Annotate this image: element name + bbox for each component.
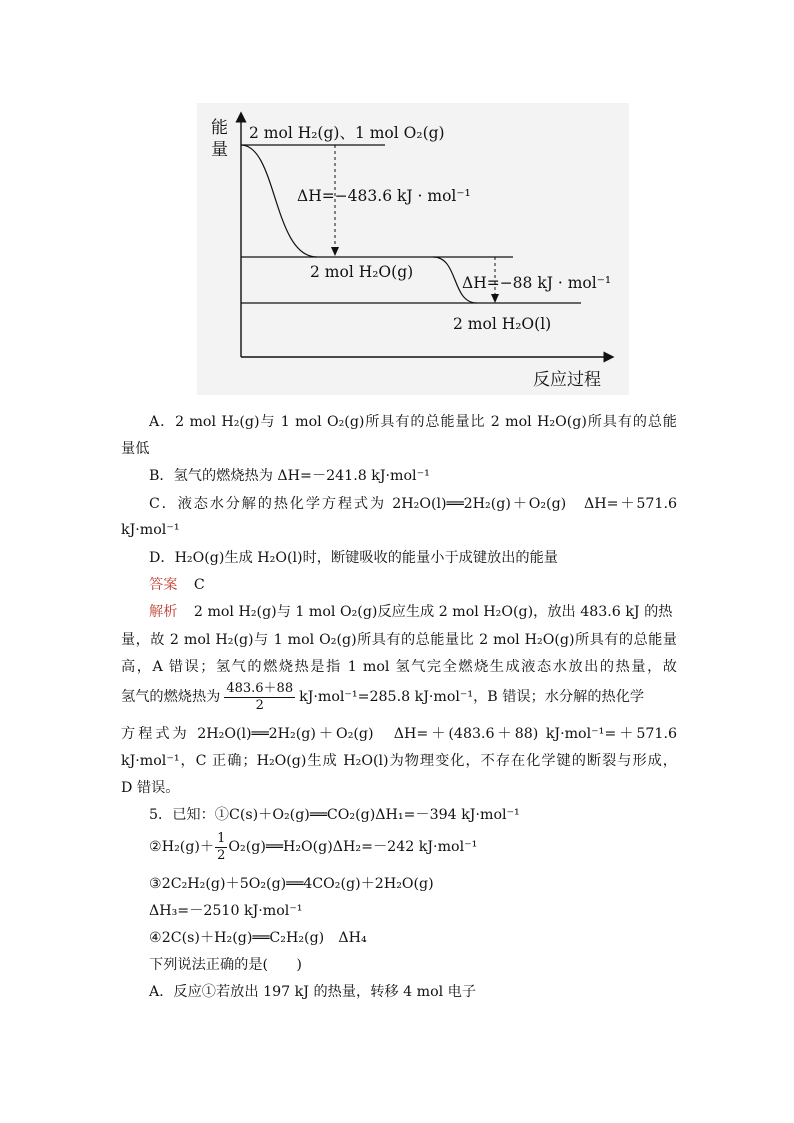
answer-row	[149, 575, 677, 595]
analysis-line5: 方程式为 2H₂O(l)══2H₂(g)＋O₂(g) ΔH=＋(483.6＋88) kJ·mol⁻¹=＋571.6	[121, 726, 677, 742]
dh2-label: ΔH=−88 kJ · mol⁻¹	[462, 274, 612, 292]
q5-line2: ②H₂(g)＋ $\frac{1}{2}$ O₂(g)══H₂O(g)ΔH₂=－242 kJ·mol⁻¹	[149, 830, 478, 863]
fraction-half: $\frac{1}{2}$	[217, 830, 226, 863]
option-a-line2: 量低	[121, 441, 150, 457]
answer-value: C	[193, 577, 205, 593]
energy-diagram-svg	[197, 103, 629, 395]
option-a-line1: A．2 mol H₂(g)与 1 mol O₂(g)所具有的总能量比 2 mol H₂O(g)所具有的总能	[149, 414, 677, 430]
option-b: B．氢气的燃烧热为 ΔH=－241.8 kJ·mol⁻¹	[149, 468, 430, 484]
q5-line1: 5．已知：①C(s)＋O₂(g)══CO₂(g)ΔH₁=－394 kJ·mol⁻¹	[149, 807, 520, 823]
analysis-line3: 高，A 错误；氢气的燃烧热是指 1 mol 氢气完全燃烧生成液态水放出的热量，故	[121, 659, 677, 675]
x-axis-label: 反应过程	[533, 370, 601, 390]
energy-diagram	[197, 103, 629, 395]
bottom-level-label: 2 mol H₂O(l)	[453, 315, 552, 333]
q5-line3: ③2C₂H₂(g)＋5O₂(g)══4CO₂(g)＋2H₂O(g)	[149, 876, 434, 892]
q5-line5: ④2C(s)＋H₂(g)══C₂H₂(g) ΔH₄	[149, 930, 367, 946]
q5-option-a: A．反应①若放出 197 kJ 的热量，转移 4 mol 电子	[149, 984, 477, 1000]
analysis-line7: D 错误。	[121, 780, 180, 796]
top-level-label: 2 mol H₂(g)、1 mol O₂(g)	[249, 124, 445, 142]
analysis-line1: 解析 2 mol H₂(g)与 1 mol O₂(g)反应生成 2 mol H₂O(g)，放出 483.6 kJ 的热	[149, 604, 673, 620]
y-axis-label: 能 量	[211, 118, 228, 160]
analysis-line4: 氢气的燃烧热为 $\frac{483.6+88}{2}$ kJ·mol⁻¹=285.8 kJ·mol⁻¹，B 错误；水分解的热化学	[121, 680, 645, 713]
mid-level-label: 2 mol H₂O(g)	[310, 263, 414, 281]
answer-label: 答案	[149, 577, 178, 593]
fraction: $\frac{483.6+88}{2}$	[226, 680, 294, 713]
q5-line4: ΔH₃=－2510 kJ·mol⁻¹	[149, 903, 303, 919]
analysis-line6: kJ·mol⁻¹，C 正确；H₂O(g)生成 H₂O(l)为物理变化，不存在化学键的断裂与形成，	[121, 753, 677, 769]
option-d: D．H₂O(g)生成 H₂O(l)时，断键吸收的能量小于成键放出的能量	[149, 550, 558, 566]
q5-line6: 下列说法正确的是( )	[149, 957, 302, 973]
analysis-line2: 量，故 2 mol H₂(g)与 1 mol O₂(g)所具有的总能量比 2 mol H₂O(g)所具有的总能量	[121, 632, 677, 648]
option-c-line1: C．液态水分解的热化学方程式为 2H₂O(l)══2H₂(g)＋O₂(g) ΔH=＋571.6	[149, 496, 677, 512]
dh1-label: ΔH=−483.6 kJ · mol⁻¹	[297, 187, 471, 205]
option-c-line2: kJ·mol⁻¹	[121, 522, 180, 538]
analysis-label: 解析	[149, 604, 178, 620]
